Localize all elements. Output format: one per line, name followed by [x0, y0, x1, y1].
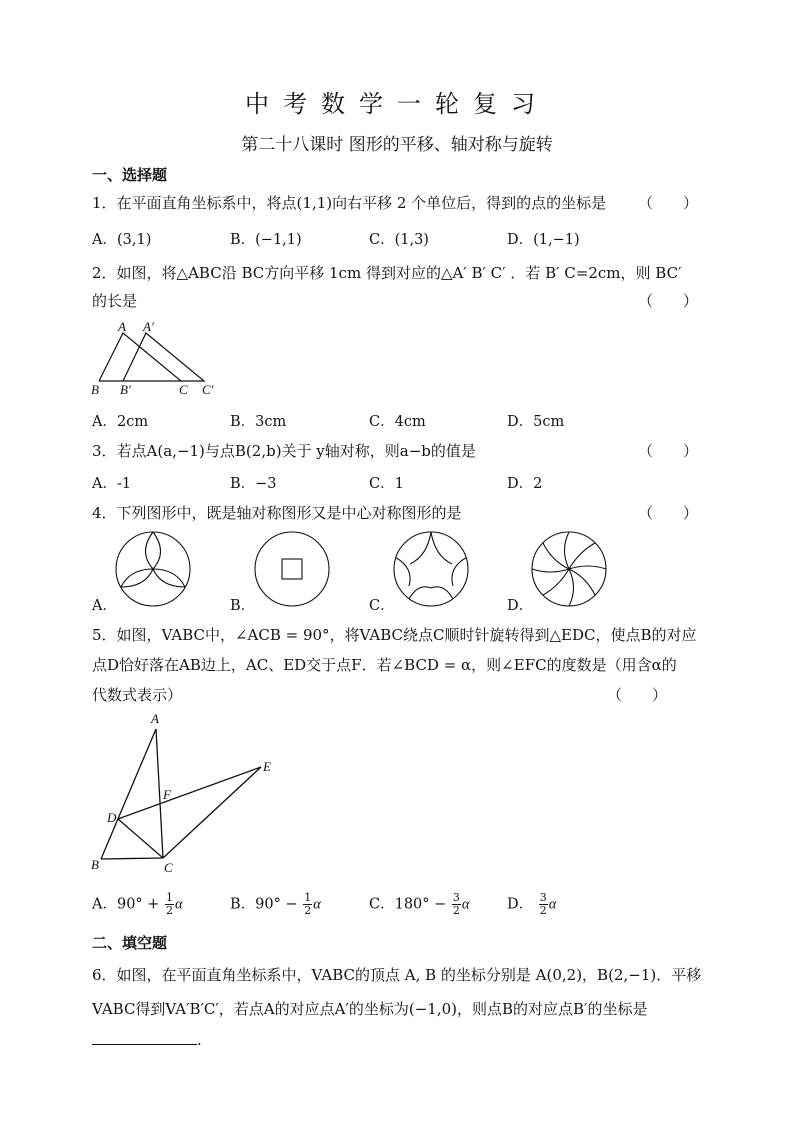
label-a-prime: A′ [143, 319, 154, 334]
triangle-abc-prime [123, 333, 204, 381]
label-d: D [107, 810, 117, 825]
segment-ac [156, 729, 163, 858]
q1-option-a: A．(3,1) [92, 232, 152, 248]
q2-option-c: C．4cm [369, 414, 426, 430]
q5-stem-line2: 点D恰好落在AB边上，AC、ED交于点F．若∠BCD = α，则∠EFC的度数是（用含α的 [92, 656, 677, 674]
q5-option-c: C．180° − $\frac{3}{2}$ α [369, 891, 470, 917]
q3-stem: 3．若点A(a,−1)与点B(2,b)关于 y轴对称，则a−b的值是 [92, 442, 476, 460]
segment-de [118, 767, 261, 819]
q6-stem-line2: VABC得到VA′B′C′，若点A的对应点A′的坐标为(−1,0)，则点B的对应点B′的坐标是 [92, 1000, 648, 1018]
q4-figure-c-pentagon-arcs [392, 530, 470, 608]
q1-stem: 1．在平面直角坐标系中，将点(1,1)向右平移 2 个单位后，得到的点的坐标是 [92, 194, 607, 212]
q4-figure-a-three-petal-circle [114, 530, 192, 608]
label-a: A [151, 711, 159, 726]
q4-option-d: D． [507, 598, 534, 614]
section-heading-choice: 一、选择题 [92, 166, 168, 184]
q1-option-b: B．(−1,1) [230, 232, 302, 248]
label-f: F [163, 787, 171, 802]
q2-stem-line2: 的长是 [92, 292, 138, 310]
q6-answer-blank[interactable]: . [92, 1030, 202, 1049]
section-heading-fill: 二、填空题 [92, 934, 168, 952]
q6-stem-line1: 6．如图，在平面直角坐标系中，VABC的顶点 A, B 的坐标分别是 A(0,2)，B(2,−1)．平移 [92, 966, 702, 984]
q2-option-a: A．2cm [92, 414, 149, 430]
q4-option-b: B． [230, 598, 256, 614]
label-c: C [164, 860, 173, 875]
label-b: B [91, 382, 99, 397]
q5-option-b: B．90° − $\frac{1}{2}$ α [230, 891, 321, 917]
lesson-subtitle: 第二十八课时 图形的平移、轴对称与旋转 [241, 135, 553, 155]
q2-option-d: D．5cm [507, 414, 565, 430]
q4-option-c: C． [369, 598, 395, 614]
q5-stem-line1: 5．如图，VABC中，∠ACB = 90°，将VABC绕点C顺时针旋转得到△EDC，使点B的对应 [92, 626, 697, 644]
label-b-prime: B′ [120, 382, 131, 397]
q3-option-c: C．1 [369, 476, 404, 492]
q5-stem-line3: 代数式表示） [92, 686, 183, 704]
q5-answer-paren: （ ） [607, 686, 668, 704]
q2-answer-paren: （ ） [638, 292, 699, 310]
q4-figure-d-spiral-circle [530, 530, 608, 608]
q1-answer-paren: （ ） [638, 194, 699, 212]
label-c-prime: C′ [202, 382, 214, 397]
q4-stem: 4．下列图形中，既是轴对称图形又是中心对称图形的是 [92, 504, 462, 522]
q3-option-a: A．-1 [92, 476, 132, 492]
q3-option-b: B．−3 [230, 476, 277, 492]
q4-figure-b-coin-circle [253, 530, 331, 608]
q2-stem-line1: 2．如图，将△ABC沿 BC方向平移 1cm 得到对应的△A′ B′ C′ ．若 B′ C=2cm，则 BC′ [92, 264, 682, 282]
q3-option-d: D．2 [507, 476, 543, 492]
label-a: A [118, 319, 126, 334]
q5-option-a: A．90° + $\frac{1}{2}$ α [92, 891, 183, 917]
segment-ab [101, 729, 156, 859]
label-c: C [179, 382, 188, 397]
segment-bc [101, 858, 163, 859]
q4-answer-paren: （ ） [638, 504, 699, 522]
q5-rotation-figure [86, 708, 286, 878]
label-b: B [91, 857, 99, 872]
triangle-abc [99, 333, 181, 381]
q2-translation-figure [88, 316, 228, 402]
segment-ec [163, 767, 261, 858]
q5-option-d: D． $\frac{3}{2}$ α [507, 891, 557, 917]
segment-dc [118, 819, 163, 858]
q2-option-b: B．3cm [230, 414, 287, 430]
q3-answer-paren: （ ） [638, 442, 699, 460]
q1-option-c: C．(1,3) [369, 232, 429, 248]
label-e: E [263, 759, 271, 774]
q4-option-a: A． [92, 598, 117, 614]
q1-option-d: D．(1,−1) [507, 232, 580, 248]
page-title: 中考数学一轮复习 [245, 90, 549, 118]
